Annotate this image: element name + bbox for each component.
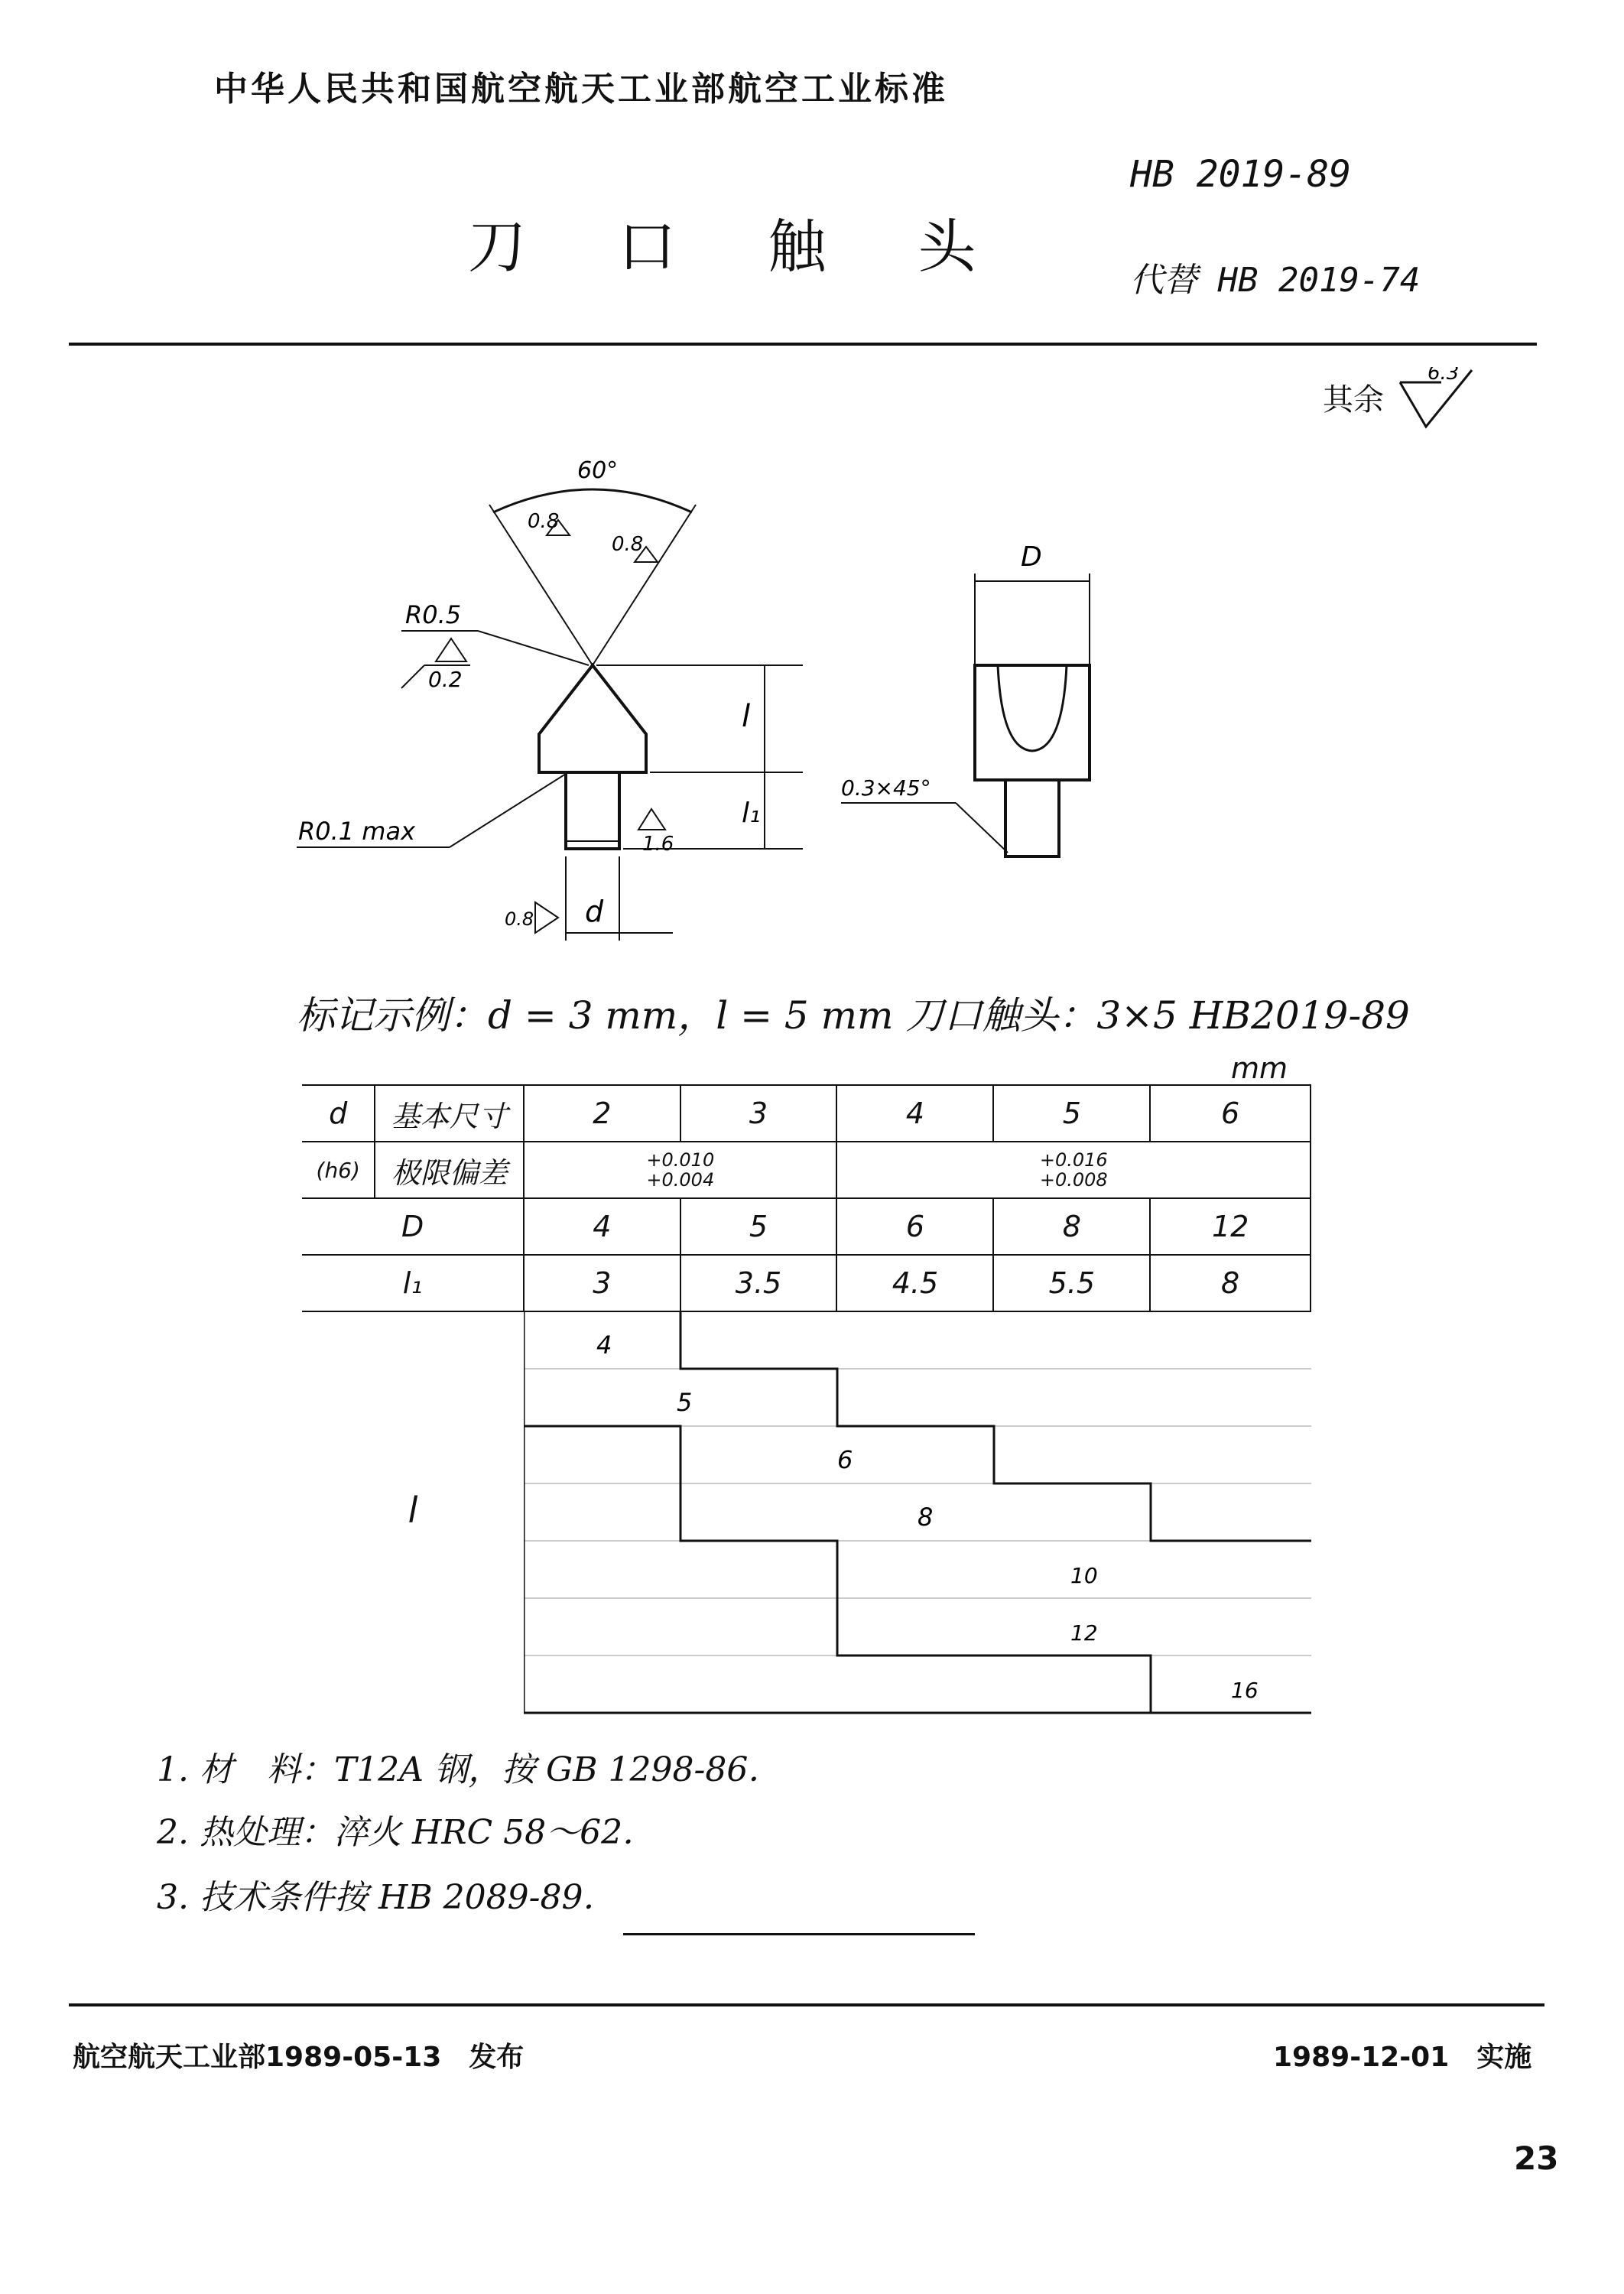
l-value-6: 16	[1231, 1678, 1259, 1703]
roughness-bottom-icon	[535, 902, 558, 933]
roughness-other-label: 其余	[1323, 382, 1384, 418]
tolerance-class: (h6)	[302, 1142, 375, 1198]
roughness-shank-icon	[638, 809, 665, 830]
notes-end-rule	[623, 1933, 975, 1935]
contact-head-shape	[539, 665, 646, 772]
page-title: 刀 口 触 头	[468, 213, 1013, 281]
drawing-front-view	[833, 528, 1155, 879]
l1-value-0: 3	[524, 1255, 680, 1311]
dim-d-label: d	[585, 895, 604, 928]
front-body-shape	[975, 665, 1090, 780]
note-1: 1. 材 料：T12A 钢，按 GB 1298-86．	[157, 1750, 782, 1789]
l1-value-2: 4.5	[836, 1255, 993, 1311]
dev1-lower: +0.004	[646, 1169, 715, 1191]
l1-value-3: 5.5	[993, 1255, 1150, 1311]
deviation-group-1	[524, 1142, 836, 1198]
D-value-1: 5	[680, 1198, 837, 1255]
l1-value-1: 3.5	[680, 1255, 837, 1311]
D-value-0: 4	[524, 1198, 680, 1255]
root-radius-label: R0.1 max	[298, 817, 416, 846]
l-value-1: 5	[677, 1388, 693, 1417]
front-shank-shape	[1005, 780, 1059, 856]
roughness-other-value: 6.3	[1427, 367, 1460, 385]
dim-l-label: l	[742, 699, 751, 734]
dev2-upper: +0.016	[1039, 1149, 1108, 1171]
issue-date: 航空航天工业部1989-05-13 发布	[73, 2042, 525, 2073]
roughness-other	[1323, 367, 1478, 436]
dim-D-label: D	[1021, 541, 1042, 573]
shank-roughness-label: 1.6	[642, 833, 674, 856]
l1-value-4: 8	[1150, 1255, 1311, 1311]
dim-l1-label: l₁	[742, 798, 761, 829]
tip-radius-label: R0.5	[405, 600, 462, 629]
tip-roughness-label: 0.2	[428, 667, 463, 692]
dev2-lower: +0.008	[1039, 1169, 1108, 1191]
D-label: D	[302, 1198, 524, 1255]
dimension-table	[302, 1084, 1311, 1312]
rough-face1-label: 0.8	[528, 510, 560, 533]
note-3: 3. 技术条件按 HB 2089-89．	[157, 1878, 617, 1917]
d-label: d	[302, 1085, 375, 1142]
D-value-2: 6	[836, 1198, 993, 1255]
standard-number: HB 2019-89	[1130, 153, 1351, 196]
chamfer-label: 0.3×45°	[841, 775, 931, 801]
l-value-0: 4	[596, 1331, 612, 1360]
D-value-4: 12	[1150, 1198, 1311, 1255]
footer-divider	[69, 2003, 1544, 2006]
l-label: l	[408, 1490, 418, 1531]
page-number: 23	[1514, 2140, 1559, 2177]
l-value-2: 6	[837, 1445, 853, 1474]
limit-dev-label: 极限偏差	[375, 1142, 524, 1198]
D-value-3: 8	[993, 1198, 1150, 1255]
replaces-standard: 代替 HB 2019-74	[1130, 261, 1421, 300]
l-range-grid	[524, 1311, 1313, 1717]
l-value-5: 12	[1070, 1620, 1098, 1646]
dev1-upper: +0.010	[646, 1149, 715, 1171]
roughness-symbol-icon	[1394, 367, 1478, 436]
deviation-group-2	[836, 1142, 1311, 1198]
header-divider	[69, 343, 1537, 346]
l1-label: l₁	[302, 1255, 524, 1311]
drawing-side-view	[275, 444, 826, 963]
d-value-3: 5	[993, 1085, 1150, 1142]
effective-date: 1989-12-01 实施	[1273, 2042, 1532, 2073]
l-value-3: 8	[918, 1503, 934, 1532]
l-value-4: 10	[1070, 1563, 1098, 1588]
rough-face2-label: 0.8	[612, 533, 644, 556]
table-unit: mm	[1231, 1051, 1288, 1085]
d-value-2: 4	[836, 1085, 993, 1142]
contact-shank-shape	[566, 772, 619, 849]
d-value-1: 3	[680, 1085, 837, 1142]
d-value-4: 6	[1150, 1085, 1311, 1142]
bottom-roughness-label: 0.8	[505, 908, 534, 930]
angle-label: 60°	[577, 457, 619, 484]
basic-size-label: 基本尺寸	[375, 1085, 524, 1142]
note-2: 2. 热处理：淬火 HRC 58～62．	[157, 1813, 657, 1852]
roughness-tip-icon	[436, 638, 466, 661]
d-value-0: 2	[524, 1085, 680, 1142]
marking-example: 标记示例：d = 3 mm，l = 5 mm 刀口触头：3×5 HB2019-89	[297, 993, 1410, 1038]
issuing-organization: 中华人民共和国航空航天工业部航空工业标准	[214, 70, 948, 109]
